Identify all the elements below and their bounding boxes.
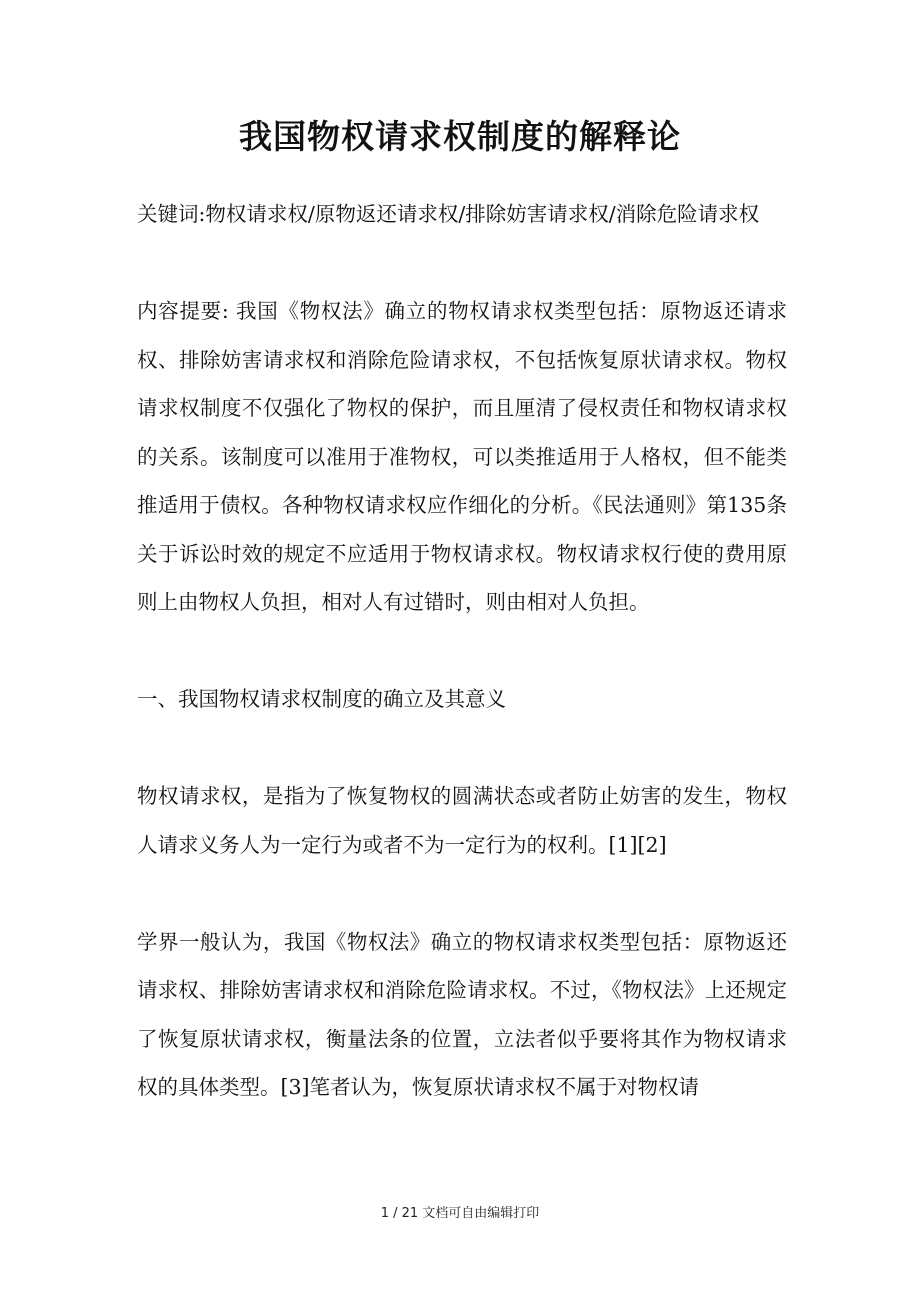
page-footer: 1 / 21 文档可自由编辑打印 [380, 1206, 540, 1221]
document-body [137, 190, 787, 1112]
body-paragraph-1: 物权请求权，是指为了恢复物权的圆满状态或者防止妨害的发生，物权人请求义务人为一定行为或者不为一定行为的权利。[1][2] [137, 784, 787, 857]
body-paragraph-2: 学界一般认为，我国《物权法》确立的物权请求权类型包括：原物返还请求权、排除妨害请求权和消除危险请求权。不过，《物权法》上还规定了恢复原状请求权，衡量法条的位置，立法者似乎要将其作为物权请求权的具体类型。[3]笔者认为，恢复原状请求权不属于对物权请 [137, 929, 787, 1099]
document-title: 我国物权请求权制度的解释论 [239, 117, 681, 156]
section-heading: 一、我国物权请求权制度的确立及其意义 [137, 687, 506, 711]
keywords-paragraph: 关键词:物权请求权/原物返还请求权/排除妨害请求权/消除危险请求权 [137, 202, 760, 226]
abstract-paragraph: 内容提要: 我国《物权法》确立的物权请求权类型包括：原物返还请求权、排除妨害请求权和消除危险请求权，不包括恢复原状请求权。物权请求权制度不仅强化了物权的保护，而且厘清了侵权责任和物权请求权的关系。该制度可以准用于准物权，可以类推适用于人格权，但不能类推适用于债权。各种物权请求权应作细化的分析。《民法通则》第135条关于诉讼时效的规定不应适用于物权请求权。物权请求权行使的费用原则上由物权人负担，相对人有过错时，则由相对人负担。 [137, 299, 787, 614]
